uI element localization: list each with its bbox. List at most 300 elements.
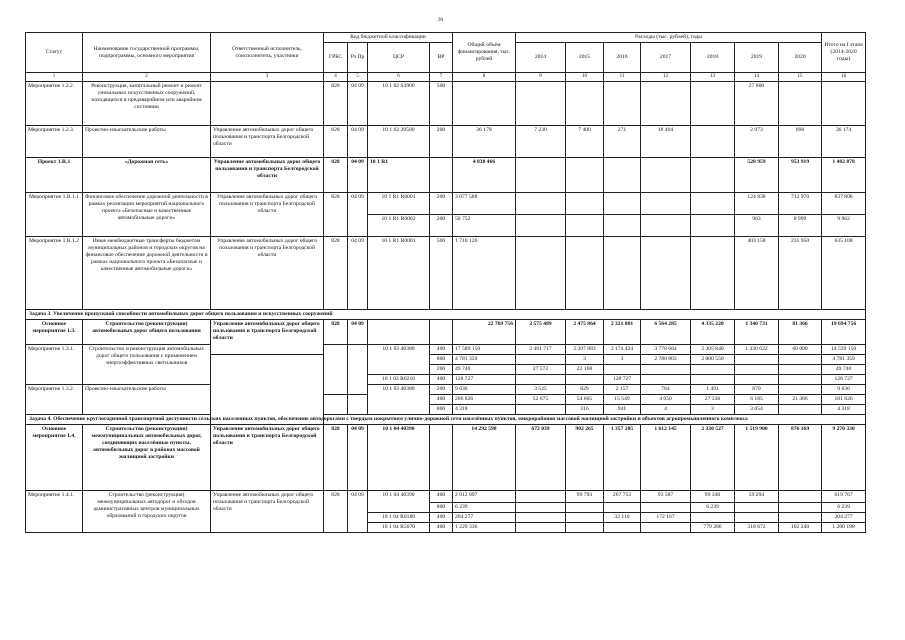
year-cell: 2 330 527 xyxy=(691,425,735,491)
year-cell: 672 039 xyxy=(516,425,566,491)
total-cell: 36 178 xyxy=(453,126,516,158)
vr-cell: 400 xyxy=(430,375,453,385)
header-year: 2019 xyxy=(735,43,779,73)
year-cell xyxy=(691,375,735,385)
year-cell xyxy=(641,237,691,310)
year-cell xyxy=(516,375,566,385)
year-cell xyxy=(566,523,604,533)
year-cell xyxy=(735,375,779,385)
stage-cell xyxy=(822,82,866,126)
total-cell: 204 277 xyxy=(453,513,516,523)
year-cell xyxy=(641,158,691,193)
vr-cell: 500 xyxy=(430,237,453,310)
header-year: 2017 xyxy=(641,43,691,73)
year-cell xyxy=(566,215,604,237)
vr-cell: 400 xyxy=(430,523,453,533)
year-cell xyxy=(735,355,779,365)
stage-cell: 36 174 xyxy=(822,126,866,158)
table-row xyxy=(26,82,866,126)
grbs-cell xyxy=(324,395,348,415)
year-cell: 3 xyxy=(604,355,641,365)
year-cell xyxy=(641,523,691,533)
total-cell: 206 826 xyxy=(453,395,516,405)
year-cell: 27 336 xyxy=(691,395,735,405)
stage-cell: 128 727 xyxy=(822,375,866,385)
csr-cell: 10 1 04 40390 xyxy=(368,491,430,513)
csr-cell: 10 1 02 20580 xyxy=(368,126,430,158)
name-cell: Строительство (реконструкция) межмуниципальных автомобильных дорог, соединяющих населённые пункты, автомобильных дорог в районах массовой жилищной застройки xyxy=(83,425,211,491)
year-cell xyxy=(641,365,691,375)
vr-cell: 500 xyxy=(430,82,453,126)
year-cell xyxy=(516,215,566,237)
year-cell xyxy=(641,215,691,237)
vr-cell: 200 xyxy=(430,365,453,375)
year-cell: 99 340 xyxy=(691,491,735,503)
year-cell: 8 999 xyxy=(779,215,822,237)
year-cell: 22 168 xyxy=(566,365,604,375)
csr-cell: 10 1 04 R5670 xyxy=(368,523,430,533)
year-cell: 3 778 664 xyxy=(641,345,691,355)
stage-cell: 4 781 359 xyxy=(822,355,866,365)
status-cell: Мероприятие 1.4.1. xyxy=(26,491,83,533)
stage-cell: 204 277 xyxy=(822,513,866,523)
year-cell: 3 xyxy=(691,405,735,415)
col-number: 4 xyxy=(324,73,348,82)
year-cell xyxy=(516,523,566,533)
stage-cell: 619 767 xyxy=(822,491,866,503)
total-cell: 2 012 897 xyxy=(453,491,516,503)
year-cell xyxy=(779,82,822,126)
status-cell: Мероприятие 1.2.3. xyxy=(26,126,83,158)
grbs-cell: 828 xyxy=(324,425,348,491)
vr-cell: 800 xyxy=(430,355,453,365)
grbs-cell: 828 xyxy=(324,237,348,310)
year-cell xyxy=(604,523,641,533)
table-row xyxy=(26,126,866,158)
rzpr-cell: 04 09 xyxy=(348,237,368,310)
year-cell: 124 838 xyxy=(735,193,779,215)
year-cell: 1 612 145 xyxy=(641,425,691,491)
csr-cell: 10 1 04 40390 xyxy=(368,425,430,491)
year-cell xyxy=(641,503,691,513)
rzpr-cell: 04 09 xyxy=(348,158,368,193)
col-number: 3 xyxy=(211,73,324,82)
header-year: 2015 xyxy=(566,43,604,73)
vr-cell: 800 xyxy=(430,503,453,513)
task-row xyxy=(26,415,866,425)
year-cell xyxy=(566,503,604,513)
year-cell xyxy=(735,513,779,523)
total-cell: 3 077 588 xyxy=(453,193,516,215)
col-number: 14 xyxy=(735,73,779,82)
rzpr-cell xyxy=(348,395,368,415)
vr-cell: 800 xyxy=(430,405,453,415)
year-cell: 2 174 424 xyxy=(604,345,641,355)
year-cell: 2 157 xyxy=(604,385,641,395)
vr-cell xyxy=(430,425,453,491)
year-cell: 3 054 xyxy=(735,405,779,415)
task-heading: Задача 3. Увеличение пропускной способности автомобильных дорог общего пользования и искусственных сооружений xyxy=(26,310,866,320)
year-cell xyxy=(691,237,735,310)
year-cell: 902 265 xyxy=(566,425,604,491)
stage-cell: 837 808 xyxy=(822,193,866,215)
col-number: 6 xyxy=(368,73,430,82)
header-csr: ЦСР xyxy=(368,43,430,73)
rzpr-cell xyxy=(348,345,368,395)
status-cell: Мероприятие 1.3.2. xyxy=(26,385,83,415)
col-number: 2 xyxy=(83,73,211,82)
table-row xyxy=(26,491,866,503)
total-cell: 6 239 xyxy=(453,503,516,513)
year-cell: 128 727 xyxy=(604,375,641,385)
year-cell: 2 575 489 xyxy=(516,320,566,345)
stage-cell: 9 270 330 xyxy=(822,425,866,491)
status-cell: Мероприятие 1.R.1.2 xyxy=(26,237,83,310)
year-cell xyxy=(566,237,604,310)
year-cell xyxy=(516,82,566,126)
table-row xyxy=(26,425,866,491)
year-cell xyxy=(779,491,822,503)
executor-cell: Управление автомобильных дорог общего пользования и транспорта Белгородской области xyxy=(211,425,324,491)
year-cell: 2 397 883 xyxy=(566,345,604,355)
name-cell: Проектно-изыскательские работы xyxy=(83,126,211,158)
year-cell xyxy=(604,215,641,237)
executor-cell: Управление автомобильных дорог общего пользования и транспорта Белгородской области xyxy=(211,126,324,158)
year-cell: 81 366 xyxy=(779,320,822,345)
task-heading: Задача 4. Обеспечение круглогодичной транспортной доступности сельских населенных пунктов, обеспечение автодорогами с твердым покрытием улично-дорожной сети населённых пунктов, микрорайонов массовой жилищной застройки и объектов агропромышленного комплекса xyxy=(26,415,866,425)
stage-cell: 4 318 xyxy=(822,405,866,415)
total-cell: 22 769 756 xyxy=(453,320,516,345)
name-cell: Реконструкция, капитальный ремонт и ремонт уникальных искусственных сооружений, находящихся в предаварийном или аварийном состоянии xyxy=(83,82,211,126)
header-year: 2014 xyxy=(516,43,566,73)
year-cell xyxy=(779,355,822,365)
header-year: 2018 xyxy=(691,43,735,73)
grbs-cell: 828 xyxy=(324,126,348,158)
rzpr-cell: 04 09 xyxy=(348,82,368,126)
vr-cell xyxy=(430,320,453,345)
year-cell: 779 286 xyxy=(691,523,735,533)
year-cell: 15 549 xyxy=(604,395,641,405)
year-cell: 6 564 285 xyxy=(641,320,691,345)
status-cell: Мероприятие 1.2.2. xyxy=(26,82,83,126)
year-cell: 32 110 xyxy=(604,513,641,523)
csr-cell: 10 1 03 40380 xyxy=(368,345,430,375)
year-cell: 1 357 285 xyxy=(604,425,641,491)
vr-cell xyxy=(430,158,453,193)
col-number: 15 xyxy=(779,73,822,82)
csr-cell: 10 1 03 40380 xyxy=(368,385,430,415)
executor-cell: Управление автомобильных дорог общего пользования и транспорта Белгородской области xyxy=(211,320,324,355)
year-cell: 870 xyxy=(735,385,779,395)
year-cell: 403 158 xyxy=(735,237,779,310)
header-year: 2016 xyxy=(604,43,641,73)
header-vr: ВР xyxy=(430,43,453,73)
executor-cell: Управление автомобильных дорог общего пользования и транспорта Белгородской области xyxy=(211,158,324,193)
year-cell: 2 073 xyxy=(735,126,779,158)
header-budget-code: Код бюджетной классификации xyxy=(324,33,453,43)
name-cell: Иные межбюджетные трансферты бюджетам муниципальных районов и городских округов на финансовое обеспечение дорожной деятельности в рамках национального проекта «Безопасные и качественные автомобильные дороги» xyxy=(83,237,211,310)
year-cell xyxy=(566,82,604,126)
total-cell: 50 752 xyxy=(453,215,516,237)
year-cell: 764 xyxy=(641,385,691,395)
vr-cell: 200 xyxy=(430,215,453,237)
col-number: 5 xyxy=(348,73,368,82)
name-cell: Строительство (реконструкция) межмуниципальных автодорог и обходов административных центров муниципальных образований и городских округов xyxy=(83,491,211,533)
year-cell: 172 167 xyxy=(641,513,691,523)
year-cell: 52 675 xyxy=(516,395,566,405)
year-cell: 27 800 xyxy=(735,82,779,126)
total-cell: 14 292 598 xyxy=(453,425,516,491)
year-cell: 3 525 xyxy=(516,385,566,395)
rzpr-cell: 04 09 xyxy=(348,193,368,237)
year-cell xyxy=(779,513,822,523)
csr-cell: 10 1 R1 R0001 xyxy=(368,193,430,215)
year-cell xyxy=(604,503,641,513)
year-cell xyxy=(604,82,641,126)
year-cell: 6 185 xyxy=(735,395,779,405)
year-cell: 2 780 803 xyxy=(641,355,691,365)
year-cell xyxy=(516,355,566,365)
rzpr-cell: 04 09 xyxy=(348,126,368,158)
col-number: 12 xyxy=(641,73,691,82)
year-cell xyxy=(641,193,691,215)
csr-cell: 10 1 R1 R0001 xyxy=(368,237,430,310)
col-number: 9 xyxy=(516,73,566,82)
year-cell: 2 000 550 xyxy=(691,355,735,365)
year-cell: 2 491 717 xyxy=(516,345,566,355)
year-cell xyxy=(516,513,566,523)
vr-cell: 200 xyxy=(430,385,453,395)
year-cell xyxy=(779,503,822,513)
year-cell xyxy=(641,82,691,126)
col-number: 16 xyxy=(822,73,866,82)
year-cell: 4 050 xyxy=(641,395,691,405)
header-expenses: Расходы (тыс. рублей), годы xyxy=(516,33,822,43)
year-cell xyxy=(779,385,822,395)
csr-cell: 10 1 R1 xyxy=(368,158,430,193)
year-cell xyxy=(691,215,735,237)
stage-cell: 181 826 xyxy=(822,395,866,405)
year-cell: 93 587 xyxy=(641,491,691,503)
csr-cell: 10 1 04 R0180 xyxy=(368,513,430,523)
year-cell xyxy=(779,405,822,415)
stage-cell: 1 200 198 xyxy=(822,523,866,533)
page-number: 30 xyxy=(438,18,443,23)
year-cell: 876 169 xyxy=(779,425,822,491)
total-cell xyxy=(453,82,516,126)
vr-cell: 400 xyxy=(430,491,453,503)
year-cell xyxy=(691,193,735,215)
csr-cell xyxy=(368,320,430,345)
task-row xyxy=(26,310,866,320)
year-cell: 890 xyxy=(779,126,822,158)
rzpr-cell: 04 09 xyxy=(348,491,368,533)
status-cell: Проект 1.R.1 xyxy=(26,158,83,193)
total-cell: 49 740 xyxy=(453,365,516,375)
year-cell xyxy=(516,158,566,193)
year-cell: 3 xyxy=(566,355,604,365)
col-number: 10 xyxy=(566,73,604,82)
executor-cell: Управление автомобильных дорог общего пользования и транспорта Белгородской области xyxy=(211,491,324,533)
total-cell: 9 636 xyxy=(453,385,516,395)
header-status: Статус xyxy=(26,33,83,73)
funding-table xyxy=(25,32,866,533)
csr-cell: 10 1 R1 R0002 xyxy=(368,215,430,237)
table-row xyxy=(26,237,866,310)
total-cell: 4 838 466 xyxy=(453,158,516,193)
col-number: 11 xyxy=(604,73,641,82)
year-cell: 21 366 xyxy=(779,395,822,405)
csr-cell: 10 1 03 R0210 xyxy=(368,375,430,385)
year-cell: 829 xyxy=(566,385,604,395)
year-cell xyxy=(566,158,604,193)
year-cell xyxy=(566,375,604,385)
grbs-cell: 828 xyxy=(324,82,348,126)
header-executor: Ответственный исполнитель, соисполнитель, участники xyxy=(211,33,324,73)
year-cell xyxy=(779,365,822,375)
year-cell: 231 950 xyxy=(779,237,822,310)
year-cell xyxy=(735,503,779,513)
year-cell: 2 305 840 xyxy=(691,345,735,355)
year-cell: 1 491 xyxy=(691,385,735,395)
table-row xyxy=(26,385,866,395)
year-cell: 267 753 xyxy=(604,491,641,503)
column-number-row xyxy=(26,73,866,82)
year-cell: 271 xyxy=(604,126,641,158)
year-cell: 18 404 xyxy=(641,126,691,158)
name-cell: Проектно-изыскательские работы xyxy=(83,385,211,415)
table-row xyxy=(26,158,866,193)
status-cell: Мероприятие 1.R.1.1 xyxy=(26,193,83,237)
year-cell: 953 919 xyxy=(779,158,822,193)
year-cell xyxy=(691,513,735,523)
year-cell: 99 793 xyxy=(566,491,604,503)
total-cell: 1 229 336 xyxy=(453,523,516,533)
header-total-funding: Общий объём финансирования, тыс. рублей xyxy=(453,33,516,73)
year-cell: 7 230 xyxy=(516,126,566,158)
grbs-cell: 828 xyxy=(324,491,348,533)
year-cell: 6 239 xyxy=(691,503,735,513)
header-stage-total: Итого на I этапе (2014-2020 годы) xyxy=(822,33,866,73)
year-cell: 318 672 xyxy=(735,523,779,533)
stage-cell: 9 636 xyxy=(822,385,866,395)
year-cell: 1 340 731 xyxy=(735,320,779,345)
executor-cell: Управление автомобильных дорог общего пользования и транспорта Белгородской области xyxy=(211,237,324,310)
vr-cell: 200 xyxy=(430,193,453,215)
name-cell: Строительство и реконструкция автомобильных дорог общего пользования с применением энергоэффективных светильников xyxy=(83,345,211,385)
executor-cell: Управление автомобильных дорог общего пользования и транспорта Белгородской области xyxy=(211,193,324,237)
stage-cell: 19 694 756 xyxy=(822,320,866,345)
year-cell xyxy=(604,158,641,193)
status-cell: Мероприятие 1.3.1. xyxy=(26,345,83,385)
grbs-cell: 828 xyxy=(324,158,348,193)
stage-cell: 6 239 xyxy=(822,503,866,513)
year-cell xyxy=(604,365,641,375)
year-cell: 528 959 xyxy=(735,158,779,193)
name-cell: «Дорожная сеть» xyxy=(83,158,211,193)
year-cell xyxy=(691,158,735,193)
year-cell xyxy=(604,237,641,310)
year-cell xyxy=(516,193,566,215)
year-cell: 712 970 xyxy=(779,193,822,215)
header-program: Наименование государственной программы, подпрограммы, основного мероприятия xyxy=(83,33,211,73)
year-cell: 963 xyxy=(735,215,779,237)
grbs-cell: 828 xyxy=(324,193,348,237)
year-cell: 102 240 xyxy=(779,523,822,533)
vr-cell: 400 xyxy=(430,395,453,405)
table-row xyxy=(26,320,866,345)
year-cell xyxy=(691,126,735,158)
year-cell: 1 519 900 xyxy=(735,425,779,491)
name-cell: Строительство (реконструкция) автомобильных дорог общего пользования xyxy=(83,320,211,345)
year-cell: 4 335 220 xyxy=(691,320,735,345)
grbs-cell xyxy=(324,345,348,395)
year-cell xyxy=(604,193,641,215)
year-cell xyxy=(516,491,566,503)
year-cell: 2 321 801 xyxy=(604,320,641,345)
status-cell: Основное мероприятие 1.4. xyxy=(26,425,83,491)
year-cell: 27 572 xyxy=(516,365,566,375)
col-number: 7 xyxy=(430,73,453,82)
year-cell: 941 xyxy=(604,405,641,415)
year-cell xyxy=(516,405,566,415)
year-cell: 54 665 xyxy=(566,395,604,405)
col-number: 8 xyxy=(453,73,516,82)
table-row xyxy=(26,345,866,355)
stage-cell: 9 962 xyxy=(822,215,866,237)
year-cell xyxy=(516,503,566,513)
year-cell: 316 xyxy=(566,405,604,415)
grbs-cell: 828 xyxy=(324,320,348,345)
year-cell xyxy=(691,365,735,375)
vr-cell: 200 xyxy=(430,126,453,158)
year-cell xyxy=(779,375,822,385)
year-cell: 7 400 xyxy=(566,126,604,158)
year-cell: 1 330 622 xyxy=(735,345,779,355)
vr-cell: 400 xyxy=(430,513,453,523)
total-cell: 4 781 359 xyxy=(453,355,516,365)
table-row xyxy=(26,193,866,215)
col-number: 1 xyxy=(26,73,83,82)
header-rzpr: Рз Пр xyxy=(348,43,368,73)
year-cell: 2 475 864 xyxy=(566,320,604,345)
total-cell: 4 318 xyxy=(453,405,516,415)
stage-cell: 49 740 xyxy=(822,365,866,375)
year-cell: 4 xyxy=(641,405,691,415)
executor-cell xyxy=(211,82,324,126)
year-cell xyxy=(735,365,779,375)
rzpr-cell: 04 09 xyxy=(348,320,368,345)
name-cell: Финансовое обеспечение дорожной деятельности в рамках реализации мероприятий национального проекта «Безопасные и качественные автомобильные дороги» xyxy=(83,193,211,237)
rzpr-cell: 04 09 xyxy=(348,425,368,491)
status-cell: Основное мероприятие 1.3. xyxy=(26,320,83,345)
header-grbs: ГРБС xyxy=(324,43,348,73)
stage-cell: 1 482 878 xyxy=(822,158,866,193)
year-cell xyxy=(566,513,604,523)
col-number: 13 xyxy=(691,73,735,82)
year-cell xyxy=(641,375,691,385)
year-cell xyxy=(566,193,604,215)
year-cell xyxy=(516,237,566,310)
total-cell: 17 589 150 xyxy=(453,345,516,355)
year-cell: 60 000 xyxy=(779,345,822,355)
header-year: 2020 xyxy=(779,43,822,73)
total-cell: 1 710 126 xyxy=(453,237,516,310)
stage-cell: 635 108 xyxy=(822,237,866,310)
stage-cell: 14 539 150 xyxy=(822,345,866,355)
year-cell xyxy=(691,82,735,126)
vr-cell: 400 xyxy=(430,345,453,355)
